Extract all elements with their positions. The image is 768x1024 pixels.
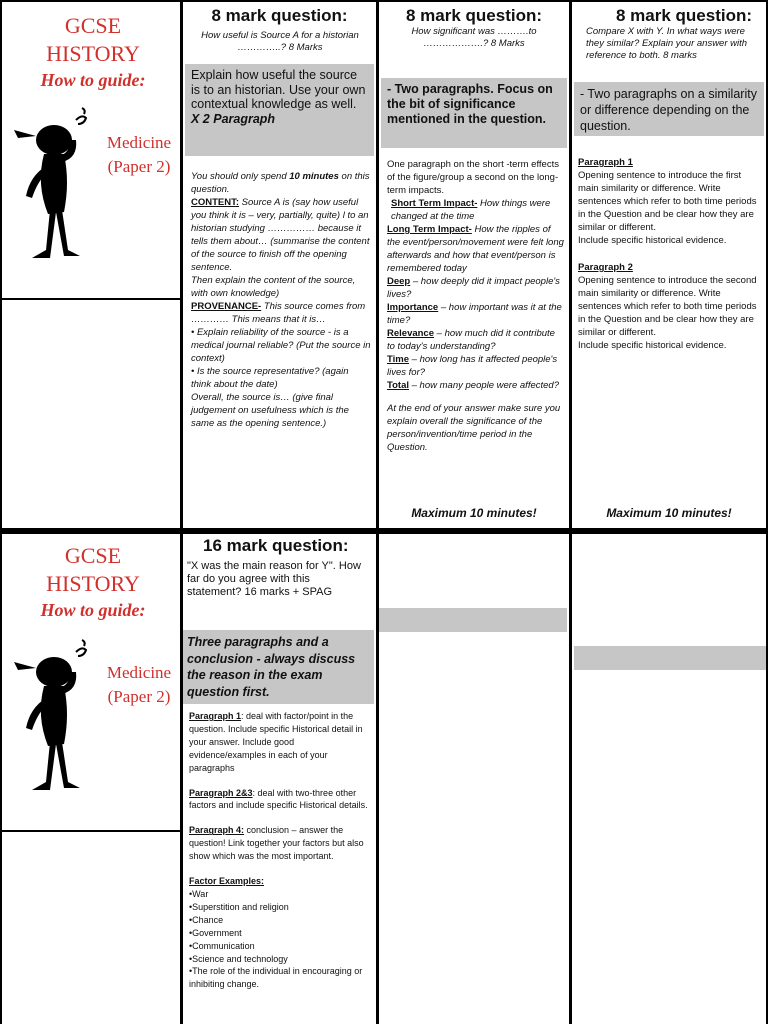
col2-end: At the end of your answer make sure you explain overall the significance of the person/invention/time period in the Question. <box>387 403 561 453</box>
col4-p1-text: : deal with factor/point in the question. Include specific Historical detail in your answer. Include good evidence/examples in each of your paragraphs <box>189 711 363 773</box>
col4-title: 16 mark question: <box>203 536 349 555</box>
col2-lt-label: Long Term Impact- <box>387 224 472 235</box>
col4-factor-item: •Government <box>189 927 242 938</box>
col2-lt-text: How the ripples of the event/person/movement were felt long afterwards and how that event/person is remembered today <box>387 224 564 274</box>
col2-panel <box>379 2 569 528</box>
col4-factor-item: •Chance <box>189 914 224 925</box>
col1-provenance-text: This source comes from ………… This means that it is… <box>191 301 366 325</box>
col3-body <box>578 156 762 352</box>
col4-subtitle: "X was the main reason for Y". How far do you agree with this statement? 16 marks + SPAG <box>187 560 361 598</box>
col5-panel <box>379 534 569 1024</box>
history-title-2: HISTORY <box>46 571 140 596</box>
col1-content-text: Source A is (say how useful you think it is – very, partially, quite) l to an historian studying …………… because it tells them about… (summarise the content of the source to finish off the opening sentence. <box>191 197 370 273</box>
col2-body <box>387 158 565 454</box>
col1-body <box>191 170 371 430</box>
top-left-panel <box>2 2 180 298</box>
thinking-figure-icon <box>6 638 102 794</box>
col2-instruction-box <box>381 78 567 148</box>
paper-label-2: (Paper 2) <box>107 687 171 706</box>
medicine-label-2: Medicine <box>106 663 172 682</box>
col4-factor-item: •Science and technology <box>189 953 288 964</box>
paper-label: (Paper 2) <box>107 157 171 176</box>
col2-title: 8 mark question: <box>405 6 543 25</box>
history-title: HISTORY <box>46 41 140 66</box>
col2-importance-label: Importance <box>387 302 439 313</box>
col2-instruction: - Two paragraphs. Focus on the bit of significance mentioned in the question. <box>387 82 553 126</box>
col3-p2-label: Paragraph 2 <box>578 262 633 273</box>
top-left-blank <box>2 300 180 528</box>
thinking-figure-icon <box>6 106 102 262</box>
how-to-guide: How to guide: <box>40 70 146 90</box>
col4-p1-label: Paragraph 1 <box>189 711 242 721</box>
col1-time-b: 10 minutes <box>289 171 339 182</box>
col1-time-a: You should only spend <box>191 171 290 182</box>
col1-title: 8 mark question: <box>211 6 348 25</box>
col3-p2-evidence: Include specific historical evidence. <box>578 340 727 351</box>
col6-gray-strip <box>574 646 766 670</box>
col1-time-c: on this question. <box>191 171 370 195</box>
col3-title: 8 mark question: <box>615 6 753 25</box>
col2-relevance-label: Relevance <box>387 328 435 339</box>
col2-subtitle: How significant was ……….to ……………….? 8 Marks <box>411 26 537 49</box>
col3-instruction-text: Two paragraphs on a similarity or difference depending on the question. <box>580 87 757 133</box>
col2-footer: Maximum 10 minutes! <box>411 506 537 520</box>
col2-deep-label: Deep <box>387 276 411 287</box>
col3-panel <box>572 2 766 528</box>
col3-footer: Maximum 10 minutes! <box>606 506 732 520</box>
col1-then: Then explain the content of the source, with own knowledge) <box>191 275 356 299</box>
col3-p1-label: Paragraph 1 <box>578 157 633 168</box>
col2-importance-text: – how important was it at the time? <box>387 302 562 326</box>
col2-total-text: – how many people were affected? <box>409 380 559 391</box>
col3-instruction: - Two paragraphs on a similarity or difference depending on the question. <box>580 87 757 133</box>
col1-provenance-label: PROVENANCE- <box>191 301 262 312</box>
gcse-title-2: GCSE <box>64 543 122 568</box>
col4-p4-label: Paragraph 4: <box>189 825 245 836</box>
col1-content-label: CONTENT: <box>191 197 240 208</box>
bottom-left-panel <box>2 534 180 830</box>
col5-gray-strip <box>379 608 567 632</box>
gcse-title: GCSE <box>64 13 122 38</box>
col2-deep-text: – how deeply did it impact people's lives? <box>387 276 560 300</box>
col3-p1-evidence: Include specific historical evidence. <box>578 235 727 246</box>
col1-overall: Overall, the source is… (give final judgement on usefulness which is the same as the opening sentence.) <box>191 392 349 429</box>
bottom-left-blank <box>2 832 180 1024</box>
col2-relevance-text: – how much did it contribute to today's understanding? <box>387 328 555 352</box>
how-to-guide-2: How to guide: <box>40 600 146 620</box>
col4-factor-label: Factor Examples: <box>189 876 265 887</box>
medicine-label: Medicine <box>106 133 172 152</box>
col2-time-text: – how long has it affected people's lives for? <box>387 354 558 378</box>
col4-p4-text: conclusion – answer the question! Link together your factors but also show which was the most important. <box>189 825 364 862</box>
col4-p23-label: Paragraph 2&3 <box>189 787 253 798</box>
col3-p1-text: Opening sentence to introduce the first main similarity or difference. Write sentences which refer to both time periods in the Question and be clear how they are similar or different. <box>578 170 757 233</box>
col4-instruction-box <box>183 630 374 704</box>
col2-st-text: How things were changed at the time <box>391 198 551 222</box>
col2-intro: One paragraph on the short -term effects of the figure/group a second on the long-term impacts. <box>387 159 559 196</box>
col1-instruction-box <box>185 64 374 156</box>
col4-body <box>189 710 373 991</box>
col1-panel <box>183 2 376 528</box>
col3-instruction-box <box>574 82 764 136</box>
col3-subtitle: Compare X with Y. In what ways were they similar? Explain your answer with reference to both. 8 marks <box>586 26 748 61</box>
col1-instruction: Explain how useful the source is to an historian. Use your own contextual knowledge as well. <box>191 68 366 111</box>
col2-total-label: Total <box>387 380 409 391</box>
col4-p23-text: : deal with two-three other factors and include specific Historical details. <box>189 787 368 811</box>
col2-time-label: Time <box>387 354 410 365</box>
col4-factor-item: •The role of the individual in encouraging or inhibiting change. <box>189 966 363 990</box>
col2-instruction-text: Two paragraphs. Focus on the bit of significance mentioned in the question. <box>387 82 553 126</box>
col2-st-label: Short Term Impact- <box>391 198 478 209</box>
col4-factor-item: •War <box>189 888 209 899</box>
col1-bullet-2: • Is the source representative? (again think about the date) <box>191 366 349 390</box>
col4-panel <box>183 534 376 1024</box>
col1-paragraph-count: X 2 Paragraph <box>191 111 276 126</box>
col3-p2-text: Opening sentence to introduce the second main similarity or difference. Write sentences which refer to both time periods in the Question and be clear how they are similar or different. <box>578 275 757 338</box>
col1-bullet-1: • Explain reliability of the source - is a medical journal reliable? (Put the source in context) <box>191 327 371 364</box>
col4-factor-item: •Communication <box>189 940 255 951</box>
col4-factor-item: •Superstition and religion <box>189 901 289 912</box>
col1-subtitle: How useful is Source A for a historian …………..? 8 Marks <box>201 30 359 53</box>
col4-instruction: Three paragraphs and a conclusion - always discuss the reason in the exam question first. <box>187 635 356 699</box>
col6-panel <box>572 534 766 1024</box>
